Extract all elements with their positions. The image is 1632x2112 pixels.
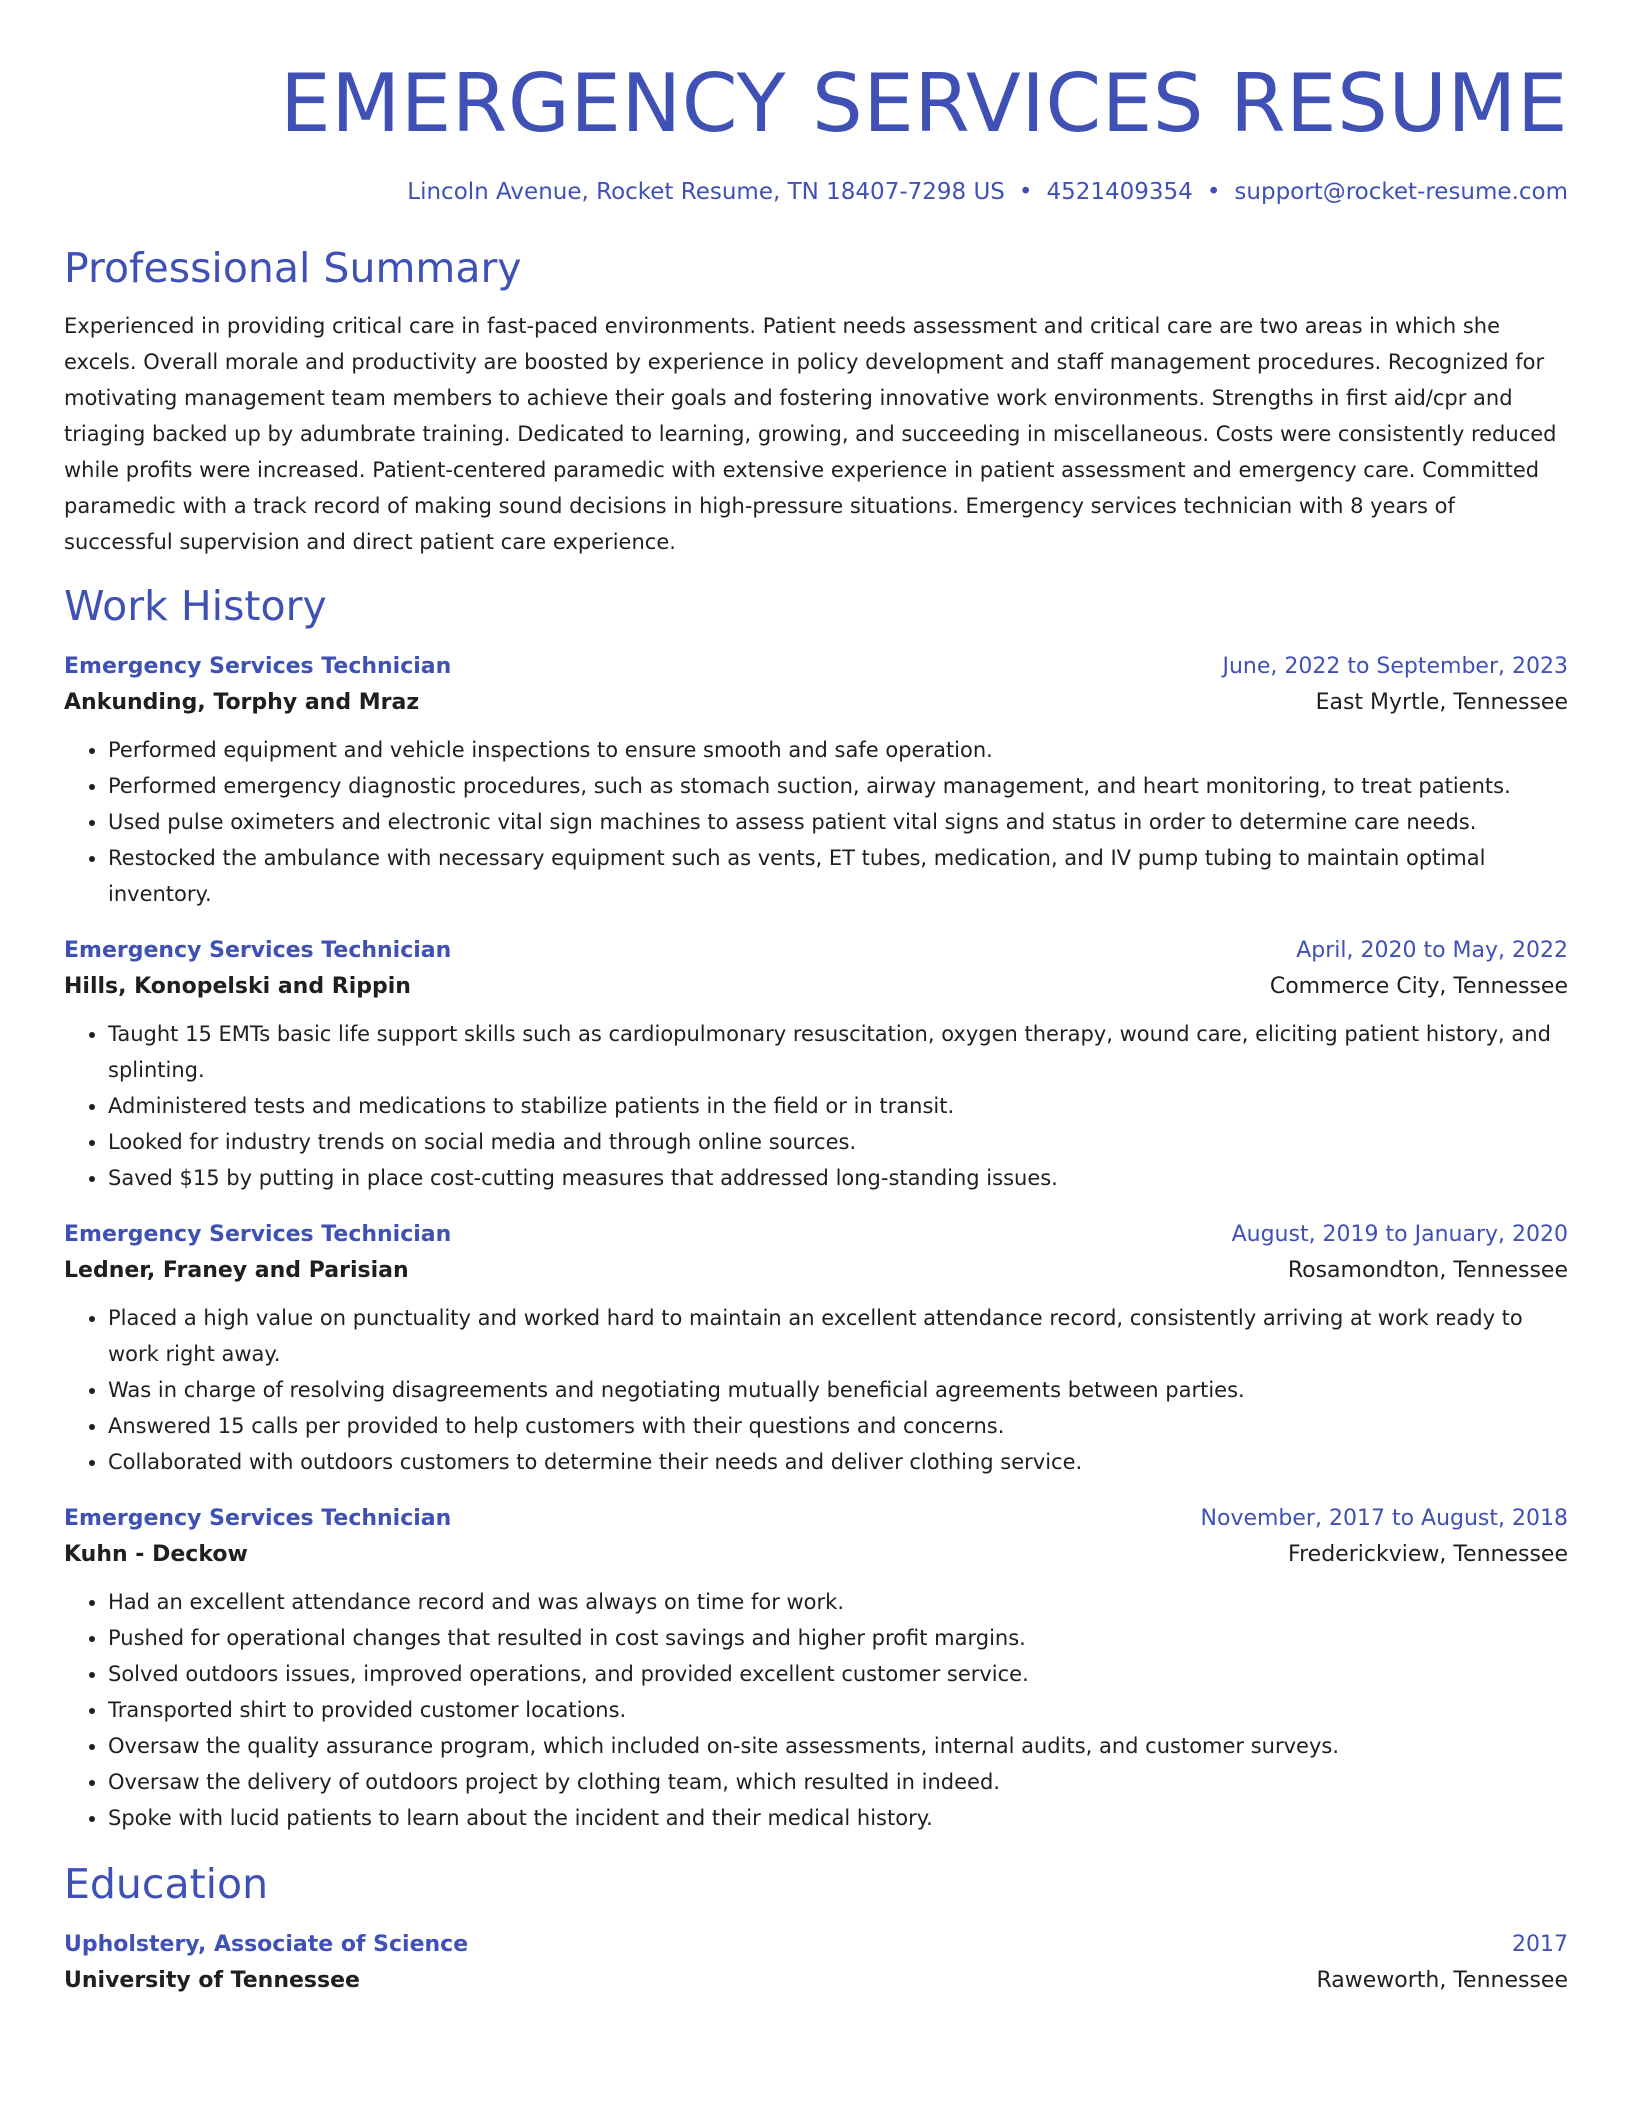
job-entry <box>64 1502 1568 1836</box>
job-entry <box>64 650 1568 912</box>
job-company-row <box>64 684 1568 722</box>
job-dates: November, 2017 to August, 2018 <box>1200 1506 1568 1531</box>
job-role: Emergency Services Technician <box>64 1222 452 1247</box>
job-bullets <box>64 1584 1568 1836</box>
email-link[interactable]: support@rocket-resume.com <box>1234 179 1568 205</box>
job-dates: June, 2022 to September, 2023 <box>1222 654 1568 679</box>
job-bullet: • Pushed for operational changes that resulted in cost savings and higher profit margins. <box>108 1620 1568 1656</box>
separator-dot: • <box>1018 179 1033 205</box>
resume-title: EMERGENCY SERVICES RESUME <box>280 57 1568 150</box>
job-title-row <box>64 934 1568 968</box>
job-bullet: • Taught 15 EMTs basic life support skills such as cardiopulmonary resuscitation, oxygen therapy, wound care, eliciting patient history, and splinting. <box>108 1016 1568 1088</box>
job-title-row <box>64 650 1568 684</box>
job-company-row <box>64 1252 1568 1290</box>
job-role: Emergency Services Technician <box>64 938 452 963</box>
job-bullet: • Oversaw the quality assurance program, which included on-site assessments, internal audits, and customer surveys. <box>108 1728 1568 1764</box>
job-location: Commerce City, Tennessee <box>1269 974 1568 999</box>
job-entry <box>64 934 1568 1196</box>
job-title-row <box>64 1502 1568 1536</box>
education-school: University of Tennessee <box>64 1968 360 1993</box>
job-company: Ankunding, Torphy and Mraz <box>64 690 420 715</box>
job-bullet: • Administered tests and medications to stabilize patients in the field or in transit. <box>108 1088 1568 1124</box>
work-history-list <box>64 650 1568 1836</box>
job-location: East Myrtle, Tennessee <box>1315 690 1568 715</box>
job-bullet: • Restocked the ambulance with necessary equipment such as vents, ET tubes, medication, and IV pump tubing to maintain optimal inventory. <box>108 840 1568 912</box>
education-year: 2017 <box>1512 1932 1568 1957</box>
summary-text: Experienced in providing critical care in fast-paced environments. Patient needs assessment and critical care are two areas in which she excels. Overall morale and productivity are boosted by experience in policy development and staff management procedures. Recognized for motivating management team members to achieve their goals and fostering innovative work environments. Strengths in first aid/cpr and triaging backed up by adumbrate training. Dedicated to learning, growing, and succeeding in miscellaneous. Costs were consistently reduced while profits were increased. Patient-centered paramedic with extensive experience in patient assessment and emergency care. Committed paramedic with a track record of making sound decisions in high-pressure situations. Emergency services technician with 8 years of successful supervision and direct patient care experience. <box>64 314 1557 554</box>
job-bullet: • Solved outdoors issues, improved operations, and provided excellent customer service. <box>108 1656 1568 1692</box>
education-degree-row <box>64 1928 1568 1962</box>
job-bullet: • Looked for industry trends on social media and through online sources. <box>108 1124 1568 1160</box>
job-bullet: • Had an excellent attendance record and was always on time for work. <box>108 1584 1568 1620</box>
job-bullet: • Transported shirt to provided customer locations. <box>108 1692 1568 1728</box>
work-history-heading: Work History <box>64 582 327 630</box>
resume-page <box>64 0 1568 2000</box>
education-heading: Education <box>64 1860 269 1908</box>
education-location: Raweworth, Tennessee <box>1316 1968 1568 1993</box>
job-company: Ledner, Franey and Parisian <box>64 1258 409 1283</box>
job-company: Kuhn - Deckow <box>64 1542 248 1567</box>
phone-text: 4521409354 <box>1046 179 1193 205</box>
job-bullets <box>64 1300 1568 1480</box>
education-school-row <box>64 1962 1568 2000</box>
job-bullet: • Used pulse oximeters and electronic vital sign machines to assess patient vital signs and status in order to determine care needs. <box>108 804 1568 840</box>
job-bullets <box>64 1016 1568 1196</box>
job-bullet: • Placed a high value on punctuality and worked hard to maintain an excellent attendance record, consistently arriving at work ready to work right away. <box>108 1300 1568 1372</box>
job-company-row <box>64 1536 1568 1574</box>
education-degree: Upholstery, Associate of Science <box>64 1932 469 1957</box>
address-text: Lincoln Avenue, Rocket Resume, TN 18407-7298 US <box>407 179 1005 205</box>
contact-line <box>64 176 1568 208</box>
job-role: Emergency Services Technician <box>64 654 452 679</box>
summary-heading: Professional Summary <box>64 244 522 292</box>
job-bullet: • Collaborated with outdoors customers to determine their needs and deliver clothing service. <box>108 1444 1568 1480</box>
job-bullet: • Was in charge of resolving disagreements and negotiating mutually beneficial agreements between parties. <box>108 1372 1568 1408</box>
education-list <box>64 1928 1568 2000</box>
job-entry <box>64 1218 1568 1480</box>
job-location: Frederickview, Tennessee <box>1288 1542 1568 1567</box>
separator-dot: • <box>1206 179 1221 205</box>
education-entry <box>64 1928 1568 2000</box>
job-dates: April, 2020 to May, 2022 <box>1296 938 1568 963</box>
job-dates: August, 2019 to January, 2020 <box>1231 1222 1568 1247</box>
job-bullet: • Performed emergency diagnostic procedures, such as stomach suction, airway management, and heart monitoring, to treat patients. <box>108 768 1568 804</box>
job-bullets <box>64 732 1568 912</box>
job-company-row <box>64 968 1568 1006</box>
job-bullet: • Oversaw the delivery of outdoors project by clothing team, which resulted in indeed. <box>108 1764 1568 1800</box>
job-role: Emergency Services Technician <box>64 1506 452 1531</box>
job-company: Hills, Konopelski and Rippin <box>64 974 411 999</box>
job-location: Rosamondton, Tennessee <box>1287 1258 1568 1283</box>
job-title-row <box>64 1218 1568 1252</box>
job-bullet: • Spoke with lucid patients to learn about the incident and their medical history. <box>108 1800 1568 1836</box>
job-bullet: • Saved $15 by putting in place cost-cutting measures that addressed long-standing issues. <box>108 1160 1568 1196</box>
job-bullet: • Performed equipment and vehicle inspections to ensure smooth and safe operation. <box>108 732 1568 768</box>
job-bullet: • Answered 15 calls per provided to help customers with their questions and concerns. <box>108 1408 1568 1444</box>
